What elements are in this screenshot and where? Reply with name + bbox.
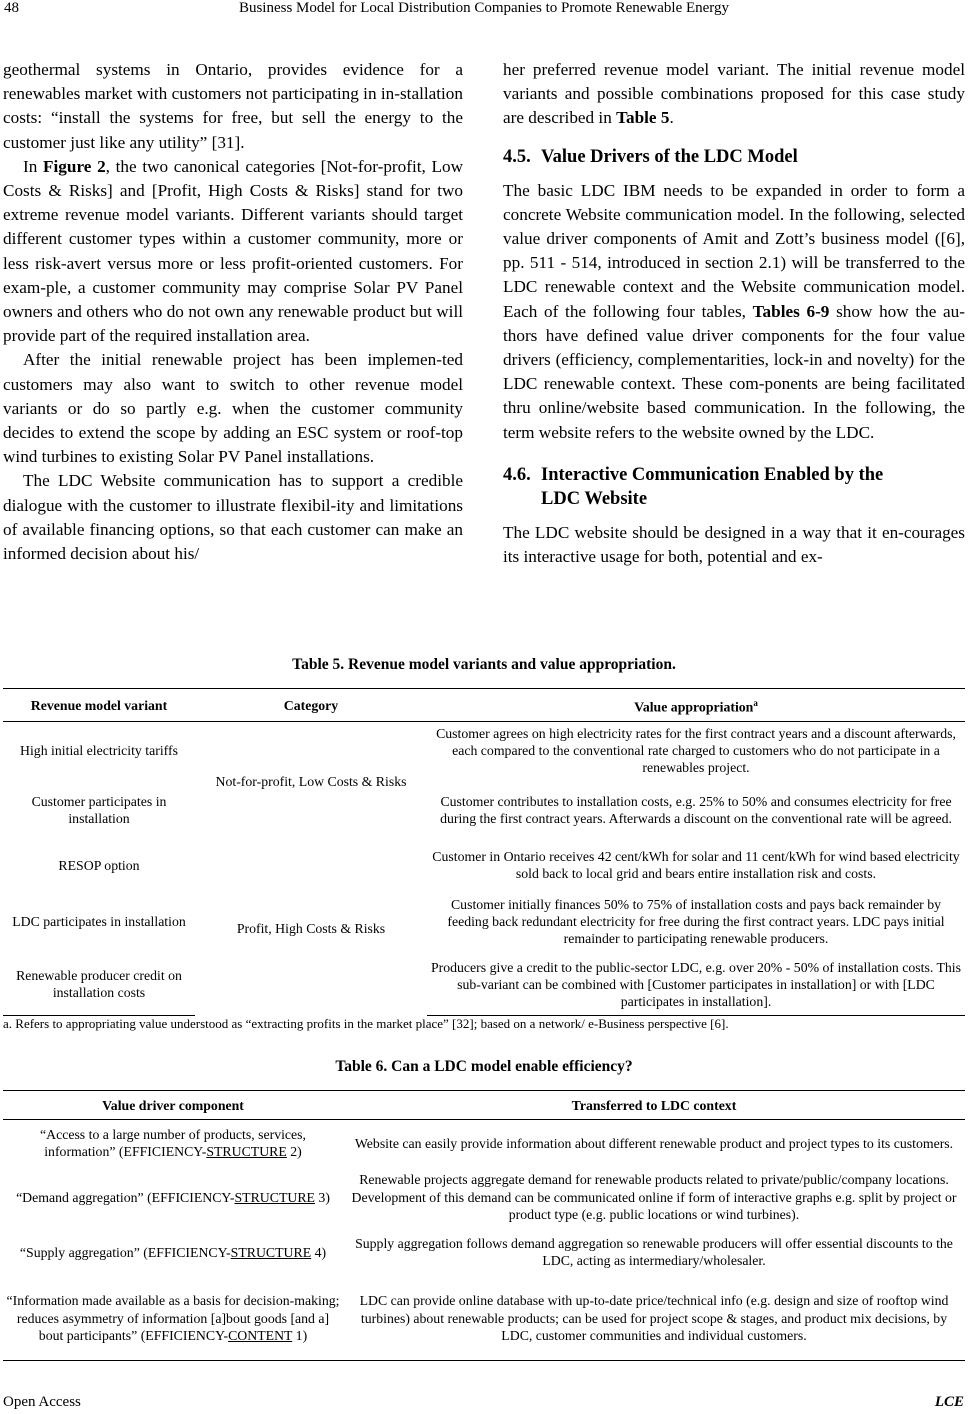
section-heading-4-5 xyxy=(503,145,965,169)
header-text: Value appropriation xyxy=(634,699,754,715)
component-cell xyxy=(3,1120,343,1167)
column-header: Value driver component xyxy=(3,1091,343,1120)
table-row xyxy=(3,889,965,953)
context-cell: Supply aggregation follows demand aggregation so renewable producers will offer essential discounts to the LDC, acting as intermediary/wholesaler. xyxy=(355,1236,953,1269)
column-header xyxy=(427,689,965,722)
table-row xyxy=(3,721,965,779)
table5-footnote: a. Refers to appropriating value understood as “extracting profits in the market place” [32]; based on a network/ e-Business perspective [6]. xyxy=(3,1016,729,1031)
context-cell: Website can easily provide information about different renewable product and project types to its customers. xyxy=(354,1135,954,1151)
component-cell xyxy=(3,1166,343,1228)
open-access-label: Open Access xyxy=(3,1394,81,1410)
table-row xyxy=(3,779,965,841)
paragraph: The LDC Website communication has to support a credible dialogue with the customer to illustrate flexibil-ity and limitations of available financing options, so that each customer can make an informed decision about his/ xyxy=(3,471,463,564)
appropriation-cell: Customer contributes to installation costs, e.g. 25% to 50% and consumes electricity for free during the first contract years. Afterwards a discount on the conventional rate will be agreed. xyxy=(440,794,952,827)
section-title-continued: LDC Website xyxy=(541,488,648,509)
text: “Access to a large number of products, services, information” (EFFICIENCY- xyxy=(39,1127,306,1160)
table-row xyxy=(3,1228,965,1276)
variant-cell: RESOP option xyxy=(58,857,140,873)
left-column xyxy=(3,58,463,566)
right-column xyxy=(503,58,965,569)
page-number: 48 xyxy=(4,0,19,16)
section-heading-4-6 xyxy=(503,463,965,511)
table5 xyxy=(3,688,965,1016)
appropriation-cell: Customer in Ontario receives 42 cent/kWh for solar and 11 cent/kWh for wind based electricity sold back to local grid and bears entire installation risk and costs. xyxy=(432,849,960,882)
table-header-row xyxy=(3,689,965,722)
text: 1) xyxy=(292,1327,308,1343)
paragraph: After the initial renewable project has been implemen-ted customers may also want to switch to other revenue model variants or do so partly e.g. when the customer community decides to extend the scope by adding an ESC system or roof-top wind turbines to existing Solar PV Panel installations. xyxy=(3,350,463,467)
table6-caption: Table 6. Can a LDC model enable efficiency? xyxy=(335,1058,633,1075)
table-row xyxy=(3,841,965,889)
paragraph: geothermal systems in Ontario, provides evidence for a renewables market with customers not participating in in-stallation costs: “install the systems for free, but sell the energy to the customer just like any utility” [31]. xyxy=(3,60,463,152)
footnote-marker: a xyxy=(753,698,758,708)
text: , the two canonical categories [Not-for-profit, Low Costs & Risks] and [Profit, High Costs & Risks] stand for two extreme revenue model variants. Different variants should target different customer types within a customer community, more or less risk-avert versus more or less profit-oriented customers. For exam-ple, a customer community may comprise Solar PV Panel owners and others who do not own any renewable product but will provide part of the required installation area. xyxy=(3,156,463,346)
appropriation-cell: Customer initially finances 50% to 75% of installation costs and pays back remainder by feeding back redundant electricity for free during the first contract years. LDC pays initial remainder to participating renewable producers. xyxy=(447,896,945,946)
underlined-text: STRUCTURE xyxy=(234,1189,315,1205)
table-row xyxy=(3,1276,965,1361)
paragraph xyxy=(503,58,965,131)
section-title: Interactive Communication Enabled by the xyxy=(541,464,884,485)
text: . xyxy=(669,108,674,128)
table-row xyxy=(3,1120,965,1167)
table-reference: Table 5 xyxy=(616,108,670,128)
underlined-text: STRUCTURE xyxy=(230,1244,312,1260)
running-title: Business Model for Local Distribution Companies to Promote Renewable Energy xyxy=(238,0,730,16)
section-number: 4.5. xyxy=(503,146,531,167)
category-cell: Profit, High Costs & Risks xyxy=(236,921,386,937)
table6 xyxy=(3,1090,965,1361)
table-reference: Tables 6-9 xyxy=(752,301,830,321)
text: show how the au-thors have defined value driver components for the four value drivers (efficiency, complementarities, lock-in and novelty) for the LDC renewable context. These com-ponents are being facilitated thru online/website based communication. In the following, the term website refers to the website owned by the LDC. xyxy=(503,301,965,442)
text: her preferred revenue model variant. The initial revenue model variants and possible combinations proposed for this case study are described in xyxy=(503,60,965,128)
appropriation-cell: Customer agrees on high electricity rates for the first contract years and a discount afterwards, each compared to the conventional rate charged to customers who do not participate in a renewables project. xyxy=(436,725,956,776)
table-header-row xyxy=(3,1091,965,1120)
variant-cell: Customer participates in installation xyxy=(31,794,167,827)
section-number: 4.6. xyxy=(503,464,531,485)
text: “Supply aggregation” (EFFICIENCY- xyxy=(19,1244,231,1260)
variant-cell: High initial electricity tariffs xyxy=(20,743,178,758)
context-cell: Renewable projects aggregate demand for renewable products related to private/public/company locations. Development of this demand can be communicated online if form of interactive graphs e.g. split by project or product type (e.g. public locations or wind turbines). xyxy=(351,1172,957,1222)
context-cell: LDC can provide online database with up-to-date price/technical info (e.g. design and size of rooftop wind turbines) about renewable products; can be used for project scope & stages, and product mix decisions, by LDC, customer communities and individual customers. xyxy=(343,1276,965,1361)
section-title: Value Drivers of the LDC Model xyxy=(541,146,798,167)
running-header xyxy=(0,0,968,22)
variant-cell: LDC participates in installation xyxy=(12,913,186,929)
appropriation-cell: Producers give a credit to the public-sector LDC, e.g. over 20% - 50% of installation costs. This sub-variant can be combined with [Customer participates in installation] or with [LDC participates in installation]. xyxy=(427,953,965,1016)
figure-reference: Figure 2 xyxy=(43,156,106,176)
table-row xyxy=(3,1166,965,1228)
category-cell: Not-for-profit, Low Costs & Risks xyxy=(215,774,407,789)
text: “Information made available as a basis for decision-making; reduces asymmetry of information [a]bout goods [and a] bout participants” (EFFICIENCY- xyxy=(6,1293,340,1343)
column-header: Category xyxy=(195,689,427,722)
paragraph xyxy=(3,155,463,349)
component-cell xyxy=(3,1228,343,1276)
text: “Demand aggregation” (EFFICIENCY- xyxy=(16,1189,235,1205)
column-header: Revenue model variant xyxy=(3,689,195,722)
table5-caption: Table 5. Revenue model variants and value appropriation. xyxy=(292,656,676,673)
text: 4) xyxy=(311,1244,327,1260)
component-cell xyxy=(3,1276,343,1361)
column-header: Transferred to LDC context xyxy=(343,1091,965,1120)
underlined-text: CONTENT xyxy=(228,1327,293,1343)
text: The basic LDC IBM needs to be expanded in order to form a concrete Website communication model. In the following, selected value driver components of Amit and Zott’s business model ([6], pp. 511 - 514, introduced in section 2.1) will be transferred to the LDC renewable context and the Website communication model. Each of the following four tables, xyxy=(503,180,965,321)
underlined-text: STRUCTURE xyxy=(206,1144,287,1160)
paragraph: The LDC website should be designed in a way that it en-courages its interactive usage for both, potential and ex- xyxy=(503,522,965,567)
table-row xyxy=(3,953,965,1016)
text: 2) xyxy=(286,1144,302,1160)
paragraph xyxy=(503,179,965,445)
variant-cell: Renewable producer credit on installation costs xyxy=(3,953,195,1016)
journal-abbreviation: LCE xyxy=(934,1394,964,1410)
text: In xyxy=(23,156,44,176)
text: 3) xyxy=(314,1189,330,1205)
